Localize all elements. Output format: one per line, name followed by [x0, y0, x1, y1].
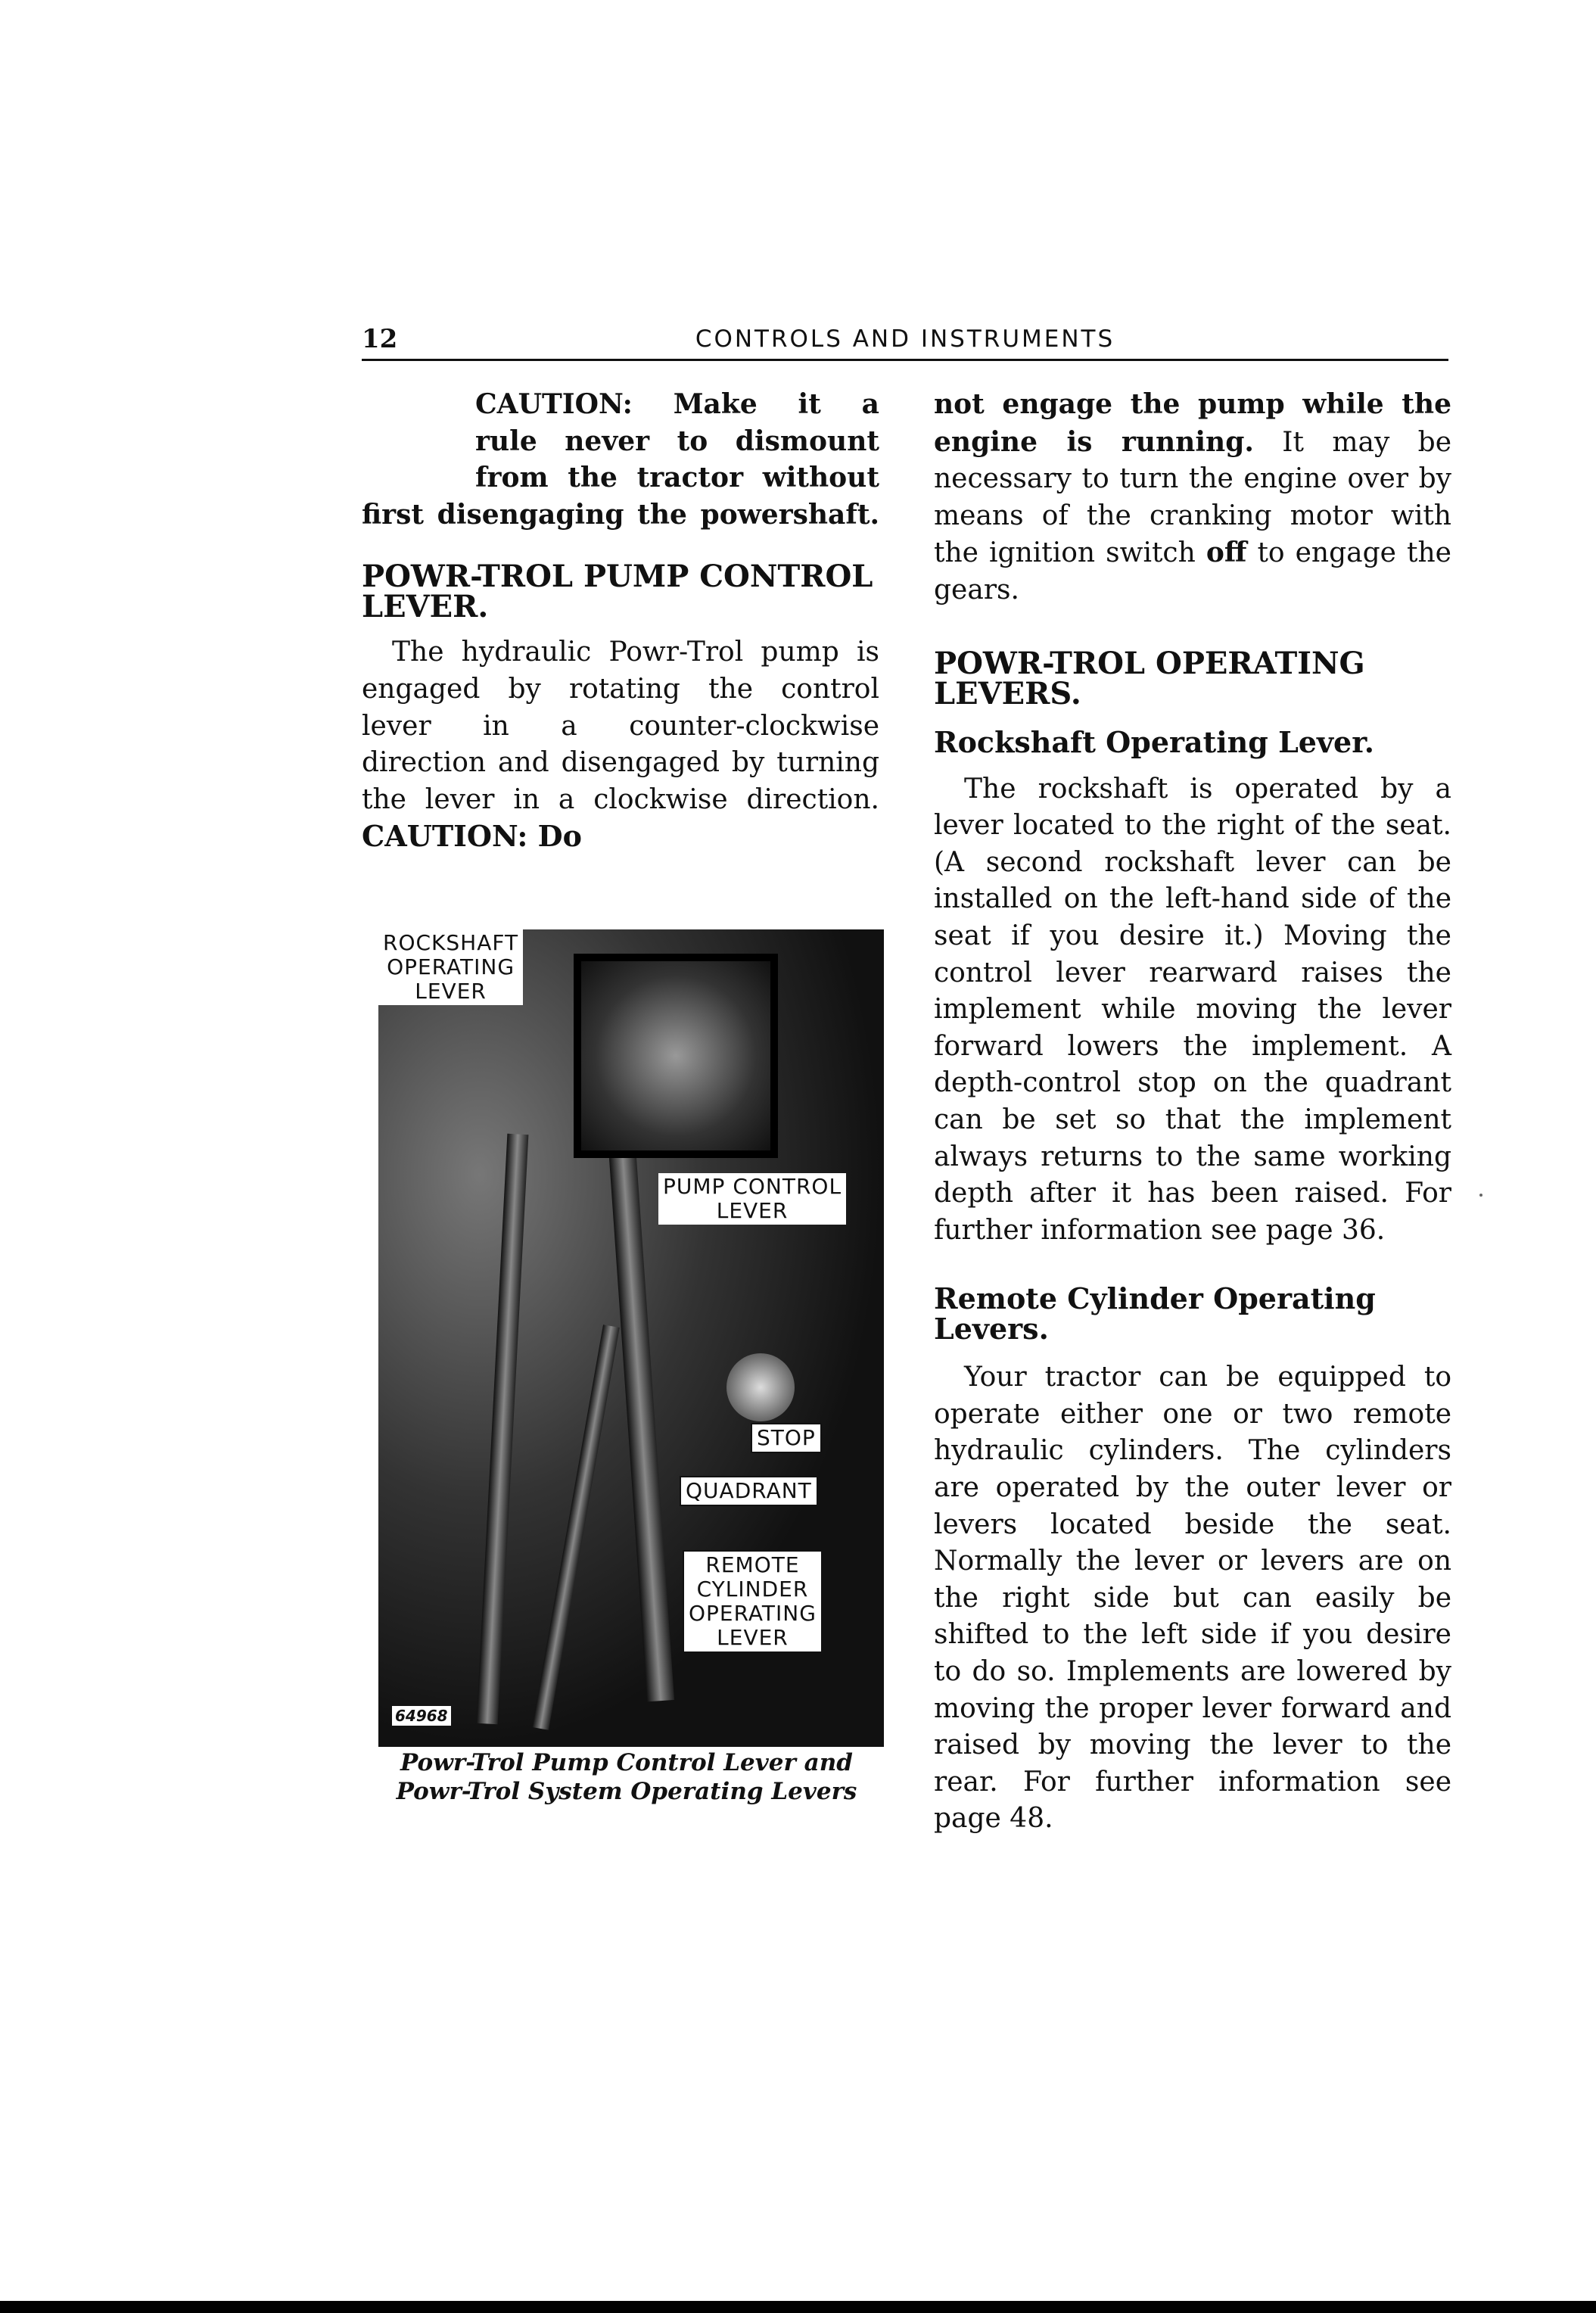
caution-line: from the tractor without	[475, 462, 879, 494]
pump-control-caution: CAUTION: Do	[362, 819, 582, 854]
remote-cylinder-paragraph: Your tractor can be equipped to operate either one or two remote hydraulic cylinders. The cylinders are operated by the outer lever or levers located beside the seat. Normally the lever or levers are on the right side but can easily be shifted to the left side if you desire to do so. Implements are lowered by moving the proper lever forward and raised by moving the lever to the rear. For further information see page 48.	[934, 1362, 1451, 1835]
running-head: CONTROLS AND INSTRUMENTS	[695, 325, 1115, 353]
label-pump-control-lever: PUMP CONTROL LEVER	[658, 1173, 846, 1225]
caution-line: first disengaging the powershaft.	[362, 498, 879, 531]
caution-line: CAUTION: Make it a	[475, 388, 879, 420]
figure-caption: Powr-Trol Pump Control Lever and Powr-Trol System Operating Levers	[396, 1749, 857, 1805]
subheading-rockshaft: Rockshaft Operating Lever.	[934, 724, 1374, 759]
label-remote-cylinder-operating-lever: REMOTE CYLINDER OPERATING LEVER	[683, 1550, 823, 1653]
subheading-remote-cylinder: Remote Cylinder Operating Levers.	[934, 1281, 1376, 1346]
continuation-bold: not engage the pump while the engine is running.	[934, 388, 1451, 458]
left-column	[362, 386, 879, 857]
label-rockshaft-operating-lever: ROCKSHAFT OPERATING LEVER	[378, 929, 523, 1005]
off-word: off	[1206, 537, 1247, 569]
section-heading-operating-levers: POWR-TROL OPERATING LEVERS.	[934, 645, 1365, 711]
inset-photo	[574, 954, 778, 1158]
pump-control-paragraph	[362, 634, 879, 857]
continuation-text: It may be necessary to turn the engine over by means of the cranking motor with the ignition switch	[934, 426, 1452, 569]
caution-note	[362, 386, 879, 533]
continuation-paragraph	[934, 386, 1451, 609]
tractor-controls-photo	[378, 929, 884, 1747]
right-column	[934, 386, 1451, 1838]
pump-control-text: The hydraulic Powr-Trol pump is engaged by rotating the control lever in a counter-clockwise direction and disengaged by turning the lever in a clockwise direction.	[362, 637, 879, 815]
scan-edge	[0, 2301, 1596, 2313]
label-quadrant: QUADRANT	[680, 1476, 818, 1506]
section-heading-pump-control: POWR-TROL PUMP CONTROL LEVER.	[362, 559, 873, 625]
label-stop: STOP	[751, 1423, 822, 1453]
caution-line: rule never to dismount	[475, 425, 879, 457]
continuation-text-end: to engage the gears.	[934, 537, 1451, 605]
photo-number: 64968	[392, 1706, 451, 1726]
rockshaft-paragraph: The rockshaft is operated by a lever located to the right of the seat. (A second rockshaft lever can be installed on the left-hand side of the seat if you desire it.) Moving the control lever rearward raises the implement while moving the lever forward lowers the implement. A depth-control stop on the quadrant can be set so that the implement always returns to the same working depth after it has been raised. For further information see page 36.	[934, 773, 1451, 1246]
page-header	[362, 322, 1448, 361]
page-number: 12	[362, 324, 398, 354]
margin-speck	[1479, 1194, 1482, 1197]
